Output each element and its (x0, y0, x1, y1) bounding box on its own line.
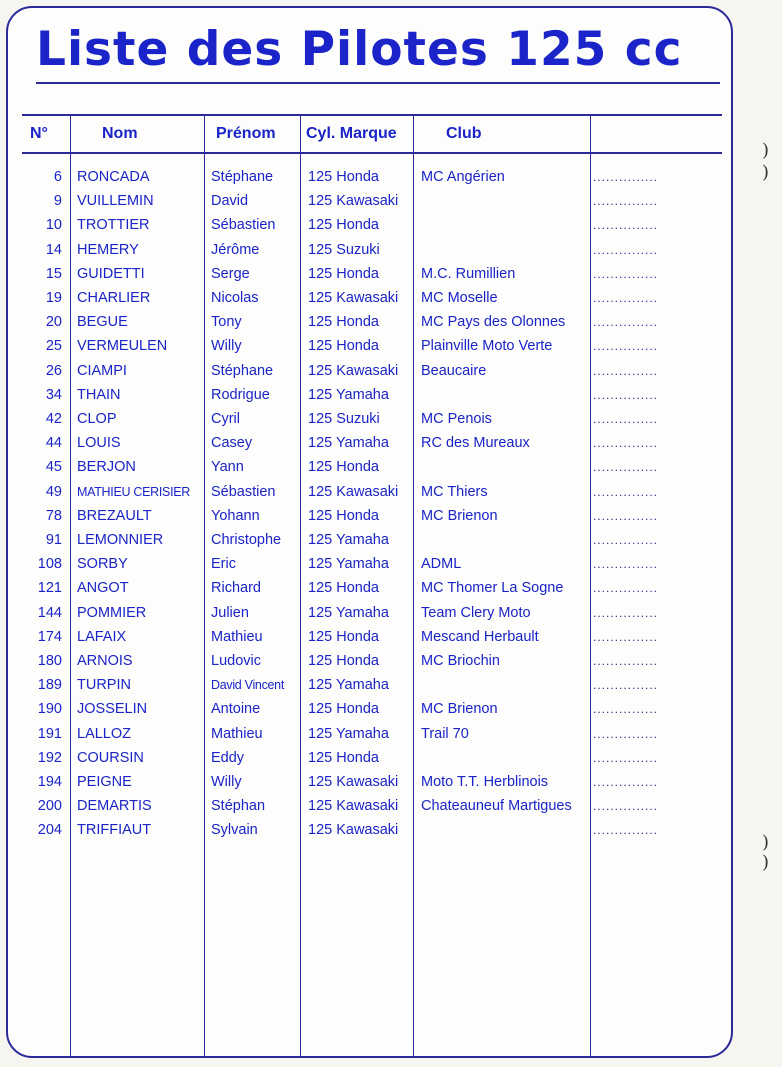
pilot-club: MC Penois (421, 411, 492, 427)
pilot-first-name: Stéphane (211, 362, 274, 379)
table-row (8, 238, 733, 262)
pilot-club: Chateauneuf Martigues (421, 798, 572, 815)
pilot-club: MC Brienon (421, 507, 498, 524)
pilot-number: 49 (45, 483, 62, 500)
pilot-number: 174 (37, 628, 62, 645)
pilot-last-name: ANGOT (77, 580, 129, 597)
dotted-fill-line: ............... (593, 557, 659, 572)
table-row (8, 770, 733, 794)
pilot-first-name: David Vincent (211, 678, 284, 693)
table-row (8, 722, 733, 746)
pilot-bike: 125 Honda (308, 628, 379, 645)
pilot-last-name: COURSIN (77, 749, 144, 766)
pilot-number: 19 (45, 290, 62, 306)
pilot-club: Mescand Herbault (421, 628, 539, 645)
pilot-number: 200 (37, 798, 62, 815)
pilot-club: MC Moselle (421, 290, 498, 306)
table-row (8, 165, 733, 189)
pilot-number: 44 (45, 435, 62, 452)
pilot-last-name: MATHIEU CERISIER (77, 484, 191, 499)
header-prenom: Prénom (216, 125, 276, 142)
pilot-first-name: Yann (211, 459, 244, 476)
pilot-bike: 125 Honda (308, 653, 379, 669)
pilot-first-name: Willy (211, 774, 242, 790)
pilot-club: Moto T.T. Herblinois (421, 774, 549, 790)
pilot-last-name: CHARLIER (77, 290, 151, 306)
pilot-first-name: Stéphane (211, 169, 274, 185)
pilot-number: 180 (37, 653, 62, 669)
pilot-bike: 125 Honda (308, 749, 379, 766)
table-row (8, 504, 733, 528)
pilot-last-name: VERMEULEN (77, 338, 168, 355)
pilot-bike: 125 Honda (308, 338, 379, 355)
pilot-number: 194 (37, 774, 62, 790)
table-row (8, 673, 733, 697)
pilot-last-name: TURPIN (77, 677, 131, 694)
pilot-first-name: Mathieu (211, 725, 263, 742)
page-title: Liste des Pilotes 125 cc (36, 22, 683, 77)
pilot-bike: 125 Yamaha (308, 677, 389, 694)
pilot-bike: 125 Yamaha (308, 386, 389, 403)
table-row (8, 431, 733, 455)
pilot-club (421, 818, 591, 842)
pilot-club (421, 673, 591, 697)
dotted-fill-line: ............... (593, 291, 659, 305)
pilot-bike: 125 Yamaha (308, 604, 389, 621)
pilot-club: MC Thiers (421, 483, 488, 500)
pilot-bike: 125 Honda (308, 507, 379, 524)
pilot-bike: 125 Yamaha (308, 435, 389, 452)
title-underline (36, 82, 720, 84)
table-row (8, 746, 733, 770)
pilot-last-name: JOSSELIN (77, 701, 148, 718)
pilot-number: 25 (45, 338, 62, 355)
dotted-fill-line: ............... (593, 605, 659, 620)
pilot-last-name: DEMARTIS (77, 798, 152, 815)
pilot-first-name: Ludovic (211, 653, 261, 669)
pilot-bike: 125 Honda (308, 314, 379, 331)
dotted-fill-line: ............... (593, 799, 659, 814)
pilot-first-name: Casey (211, 435, 253, 452)
dotted-fill-line: ............... (593, 629, 659, 644)
pilot-first-name: Sébastien (211, 217, 276, 234)
pilot-club: Plainville Moto Verte (421, 338, 553, 355)
dotted-fill-line: ............... (593, 242, 659, 257)
pilot-bike: 125 Honda (308, 459, 379, 476)
pilot-bike: 125 Kawasaki (308, 798, 399, 815)
pilot-bike: 125 Honda (308, 169, 379, 185)
dotted-fill-line: ............... (593, 218, 659, 233)
dotted-fill-line: ............... (593, 387, 659, 402)
pilot-number: 9 (53, 193, 62, 210)
pilot-first-name: Antoine (211, 701, 261, 718)
pilot-club: RC des Mureaux (421, 435, 530, 452)
pilot-last-name: LEMONNIER (77, 532, 164, 548)
pilot-last-name: PEIGNE (77, 774, 132, 790)
dotted-fill-line: ............... (593, 339, 659, 354)
pilot-club: MC Briochin (421, 653, 500, 669)
pilot-last-name: CIAMPI (77, 362, 127, 379)
pilot-last-name: POMMIER (77, 604, 147, 621)
pilot-club (421, 238, 591, 262)
dotted-fill-line: ............... (593, 315, 659, 330)
dotted-fill-line: ............... (593, 678, 659, 693)
pilot-number: 10 (45, 217, 62, 234)
pilot-last-name: TROTTIER (77, 217, 150, 234)
pilot-first-name: Cyril (211, 411, 240, 427)
pilot-first-name: Stéphan (211, 798, 266, 815)
pilot-number: 191 (37, 725, 62, 742)
pilot-last-name: LOUIS (77, 435, 121, 452)
pilot-club (421, 528, 591, 552)
table-row (8, 649, 733, 673)
pilot-club (421, 213, 591, 237)
pilot-last-name: CLOP (77, 411, 117, 427)
table-top-border (22, 114, 722, 116)
pilot-club: M.C. Rumillien (421, 265, 516, 282)
header-nom: Nom (102, 125, 138, 142)
pilot-last-name: GUIDETTI (77, 265, 145, 282)
dotted-fill-line: ............... (593, 194, 659, 209)
pilot-bike: 125 Honda (308, 217, 379, 234)
pilot-last-name: THAIN (77, 386, 121, 403)
pilot-bike: 125 Kawasaki (308, 822, 399, 839)
dotted-fill-line: ............... (593, 170, 659, 184)
pilot-number: 14 (45, 241, 62, 258)
pilot-club: MC Angérien (421, 169, 505, 185)
header-no: N° (30, 125, 48, 142)
pilot-last-name: LALLOZ (77, 725, 131, 742)
dotted-fill-line: ............... (593, 484, 659, 499)
table-row (8, 455, 733, 479)
pilot-bike: 125 Kawasaki (308, 193, 399, 210)
table-row (8, 818, 733, 842)
table-row (8, 334, 733, 358)
pilot-last-name: ARNOIS (77, 653, 133, 669)
dotted-fill-line: ............... (593, 823, 659, 838)
dotted-fill-line: ............... (593, 581, 659, 596)
table-row (8, 601, 733, 625)
pilot-bike: 125 Kawasaki (308, 774, 399, 790)
dotted-fill-line: ............... (593, 775, 659, 789)
dotted-fill-line: ............... (593, 460, 659, 475)
pilot-number: 204 (37, 822, 62, 839)
pilot-bike: 125 Honda (308, 701, 379, 718)
pilot-first-name: Willy (211, 338, 242, 355)
table-row (8, 528, 733, 552)
document-page (6, 6, 733, 1058)
table-header-border (22, 152, 722, 154)
dotted-fill-line: ............... (593, 508, 659, 523)
pilot-number: 108 (37, 556, 62, 573)
pilot-bike: 125 Suzuki (308, 241, 380, 258)
pilot-bike: 125 Kawasaki (308, 290, 399, 306)
pilot-first-name: Sébastien (211, 483, 276, 500)
header-cyl-marque: Cyl. Marque (306, 125, 397, 142)
pilot-bike: 125 Honda (308, 580, 379, 597)
pilot-club (421, 383, 591, 407)
pilot-club: MC Brienon (421, 701, 498, 718)
binding-mark: ) (762, 140, 770, 161)
table-row (8, 552, 733, 576)
pilot-number: 121 (37, 580, 62, 597)
pilot-number: 34 (45, 386, 62, 403)
pilot-last-name: TRIFFIAUT (77, 822, 152, 839)
pilot-last-name: BERJON (77, 459, 136, 476)
pilot-first-name: Christophe (211, 532, 282, 548)
table-row (8, 794, 733, 818)
table-row (8, 286, 733, 310)
dotted-fill-line: ............... (593, 654, 659, 668)
pilot-first-name: Sylvain (211, 822, 258, 839)
table-row (8, 383, 733, 407)
pilot-last-name: BREZAULT (77, 507, 152, 524)
pilot-club: MC Thomer La Sogne (421, 580, 564, 597)
pilot-club: Trail 70 (421, 725, 469, 742)
pilot-last-name: LAFAIX (77, 628, 127, 645)
pilot-first-name: Mathieu (211, 628, 263, 645)
dotted-fill-line: ............... (593, 702, 659, 717)
table-row (8, 213, 733, 237)
pilot-first-name: Jérôme (211, 241, 260, 258)
dotted-fill-line: ............... (593, 533, 659, 547)
pilot-first-name: Tony (211, 314, 242, 331)
pilot-last-name: RONCADA (77, 169, 150, 185)
header-club: Club (446, 125, 482, 142)
pilot-club (421, 746, 591, 770)
pilot-last-name: VUILLEMIN (77, 193, 154, 210)
binding-mark: ) (762, 832, 770, 853)
pilot-club (421, 189, 591, 213)
pilot-number: 42 (45, 411, 62, 427)
pilot-number: 26 (45, 362, 62, 379)
pilot-first-name: Eddy (211, 749, 245, 766)
pilot-number: 6 (53, 169, 62, 185)
table-row (8, 576, 733, 600)
pilot-bike: 125 Kawasaki (308, 483, 399, 500)
pilot-number: 192 (37, 749, 62, 766)
table-row (8, 310, 733, 334)
pilot-first-name: Nicolas (211, 290, 259, 306)
pilot-number: 190 (37, 701, 62, 718)
table-row (8, 625, 733, 649)
pilot-number: 189 (37, 677, 62, 694)
pilot-club: Team Clery Moto (421, 604, 531, 621)
pilot-last-name: BEGUE (77, 314, 128, 331)
pilot-first-name: Richard (211, 580, 261, 597)
pilot-bike: 125 Honda (308, 265, 379, 282)
pilot-first-name: Serge (211, 265, 250, 282)
dotted-fill-line: ............... (593, 412, 659, 426)
pilot-club (421, 455, 591, 479)
table-row (8, 480, 733, 504)
pilot-club: Beaucaire (421, 362, 487, 379)
pilot-number: 20 (45, 314, 62, 331)
pilot-first-name: Rodrigue (211, 386, 270, 403)
table-row (8, 359, 733, 383)
pilot-bike: 125 Suzuki (308, 411, 380, 427)
table-row (8, 697, 733, 721)
pilot-first-name: Eric (211, 556, 236, 573)
table-row (8, 262, 733, 286)
pilot-last-name: SORBY (77, 556, 128, 573)
pilot-club: MC Pays des Olonnes (421, 314, 566, 331)
pilot-number: 78 (45, 507, 62, 524)
pilot-number: 45 (45, 459, 62, 476)
pilot-bike: 125 Yamaha (308, 532, 389, 548)
pilot-first-name: Julien (211, 604, 249, 621)
binding-mark: ) (762, 852, 770, 873)
pilot-bike: 125 Yamaha (308, 556, 389, 573)
pilot-number: 144 (37, 604, 62, 621)
dotted-fill-line: ............... (593, 436, 659, 451)
pilot-first-name: Yohann (211, 507, 260, 524)
pilot-first-name: David (211, 193, 249, 210)
pilot-number: 15 (45, 265, 62, 282)
table-row (8, 189, 733, 213)
dotted-fill-line: ............... (593, 363, 659, 378)
pilot-bike: 125 Kawasaki (308, 362, 399, 379)
table-row (8, 407, 733, 431)
dotted-fill-line: ............... (593, 750, 659, 765)
pilot-last-name: HEMERY (77, 241, 139, 258)
dotted-fill-line: ............... (593, 266, 659, 281)
binding-mark: ) (762, 162, 770, 183)
pilot-club: ADML (421, 556, 462, 573)
pilot-bike: 125 Yamaha (308, 725, 389, 742)
pilot-number: 91 (45, 532, 62, 548)
dotted-fill-line: ............... (593, 726, 659, 741)
